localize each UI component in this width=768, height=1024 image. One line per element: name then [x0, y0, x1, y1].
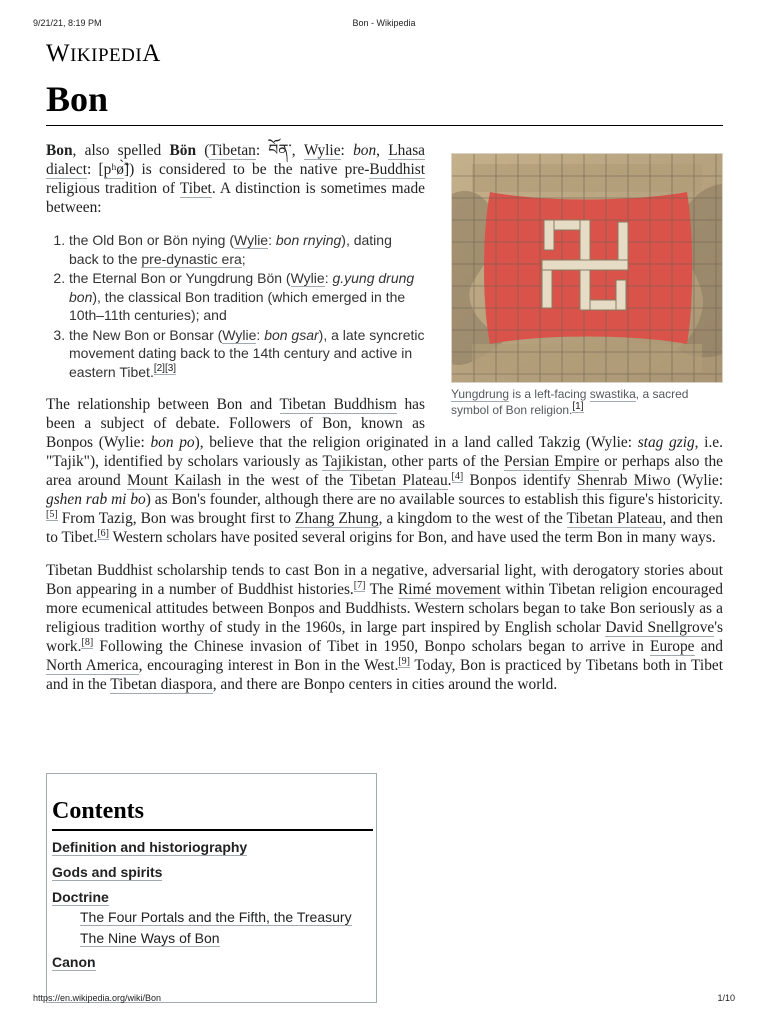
link-wylie[interactable]: Wylie: [234, 232, 269, 248]
top-band: [472, 164, 702, 192]
wordmark-last-letter: A: [142, 40, 161, 67]
list-text: the New Bon or Bonsar (: [69, 326, 223, 343]
toc-item-canon[interactable]: [52, 953, 374, 971]
infobox-figure: [451, 153, 723, 418]
yungdrung-image[interactable]: [451, 153, 723, 383]
list-text: ), dating back to the: [69, 232, 392, 267]
ref-8[interactable]: [8]: [81, 636, 94, 648]
intro-text: : [: [87, 161, 104, 178]
list-text: :: [256, 326, 265, 343]
link-north-america[interactable]: North America: [46, 657, 139, 674]
para-text: The: [365, 581, 399, 598]
wylie-term: gshen rab mi bo: [46, 491, 146, 508]
term-bon-umlaut: Bön: [169, 142, 197, 159]
wylie-term: bon rnying: [275, 232, 342, 248]
para-text: Tibetan Buddhist scholarship tends to cast Bon in a negative, adversarial light, with derogatory stories about Bon appearing in a number of Buddhist histories.: [46, 562, 723, 598]
para-text: , i.e. "Tajik"), identified by scholars variously as: [46, 434, 723, 470]
ref-9[interactable]: [9]: [398, 655, 411, 667]
print-tab-title: Bon - Wikipedia: [352, 18, 416, 28]
link-tibetan-plateau[interactable]: Tibetan Plateau: [349, 472, 448, 489]
toc-item-label: Canon: [52, 954, 96, 970]
toc-title: Contents: [52, 798, 373, 831]
intro-text: . A distinction is sometimes made between:: [46, 180, 425, 216]
ref-7[interactable]: [7]: [353, 579, 366, 591]
link-tibetan-plateau[interactable]: Tibetan Plateau: [566, 510, 663, 527]
para-text: in the west of the: [221, 472, 350, 489]
intro-text: ]) is considered to be the native pre-: [124, 161, 370, 178]
print-datetime: 9/21/21, 8:19 PM: [33, 18, 102, 28]
link-wylie[interactable]: Wylie: [222, 326, 257, 343]
toc-item-doctrine[interactable]: [52, 888, 374, 906]
wylie-term: bon po: [150, 434, 195, 451]
link-shenrab-miwo[interactable]: Shenrab Miwo: [577, 472, 671, 489]
wylie-term: bon gsar: [264, 326, 319, 343]
ref-2[interactable]: [2]: [153, 362, 165, 374]
intro-text: :: [340, 142, 354, 159]
link-ipa[interactable]: pʰø̃̀: [103, 161, 124, 178]
para-text: , and then to Tibet.: [46, 510, 723, 546]
yungdrung-painting-graphic: [452, 154, 722, 382]
intro-text: (: [196, 142, 210, 159]
ref-5[interactable]: [5]: [46, 508, 58, 520]
wordmark-first-letter: W: [46, 40, 71, 67]
wylie-term: g.yung drung bon: [69, 270, 415, 305]
wylie-term: bon: [353, 142, 377, 159]
list-text: the Old Bon or Bön nying (: [69, 232, 234, 248]
link-tibetan-buddhism[interactable]: Tibetan Buddhism: [279, 396, 397, 413]
para-text: and: [694, 638, 723, 655]
link-lhasa-dialect[interactable]: Lhasa dialect: [46, 142, 426, 178]
page-title: Bon: [46, 79, 109, 119]
para-text: Following the Chinese invasion of Tibet in 1950, Bonpo scholars began to arrive in: [93, 638, 651, 655]
caption-text-2: , a sacred symbol of Bon religion.: [451, 387, 689, 417]
link-rime-movement[interactable]: Rimé movement: [398, 581, 501, 598]
link-wylie[interactable]: Wylie: [290, 270, 325, 286]
list-text: :: [324, 270, 333, 286]
para-text: Western scholars have posited several origins for Bon, and have used the term Bon in many ways.: [109, 529, 716, 546]
para-text: (Wylie:: [670, 472, 723, 489]
para-text: , a kingdom to the west of the: [378, 510, 567, 527]
para-text: has been a subject of debate. Followers of Bon, known as Bonpos (Wylie:: [46, 396, 425, 451]
link-pre-dynastic-era[interactable]: pre-dynastic era: [141, 250, 242, 267]
para-text: or perhaps also the area around: [46, 453, 724, 489]
list-text: ;: [241, 250, 246, 267]
link-buddhist[interactable]: Buddhist: [369, 161, 426, 178]
list-text: ), the classical Bon tradition (which emerged in the 10th–11th centuries); and: [69, 288, 406, 323]
para-text: within Tibetan religion encouraged more ecumenical attitudes between Bonpos and Buddhists. Western scholars began to take Bon seriously as a religious tradition worthy of study in the 1960s, in large part inspired by English scholar: [46, 581, 723, 636]
list-text: ), a late syncretic movement dating back to the 14th century and active in eastern Tibet.: [69, 326, 425, 380]
title-divider: [46, 125, 723, 126]
para-text: From Tazig, Bon was brought first to: [57, 510, 296, 527]
para-text: ) as Bon's founder, although there are no available sources to establish this figure's historicity.: [145, 491, 723, 508]
ref-6[interactable]: [6]: [97, 527, 109, 539]
link-mount-kailash[interactable]: Mount Kailash: [126, 472, 222, 489]
link-zhang-zhung[interactable]: Zhang Zhung: [295, 510, 379, 527]
ref-3[interactable]: [3]: [164, 362, 177, 374]
toc-item-label: Gods and spirits: [52, 864, 163, 880]
link-wylie[interactable]: Wylie: [303, 142, 341, 159]
para-text: .: [447, 472, 452, 489]
para-text: , encouraging interest in Bon in the West.: [138, 657, 399, 674]
caption-text-1: is a left-facing: [509, 387, 590, 401]
intro-text: : བོན་,: [255, 142, 304, 159]
print-url: https://en.wikipedia.org/wiki/Bon: [33, 993, 162, 1003]
wordmark-small-caps: IKIPEDI: [70, 45, 143, 66]
wikipedia-wordmark[interactable]: [46, 40, 161, 68]
term-bon: Bon: [46, 142, 73, 159]
toc-item-gods-and-spirits[interactable]: [52, 863, 374, 881]
para-text: Bonpos identify: [463, 472, 578, 489]
figure-caption: [451, 387, 723, 418]
link-europe[interactable]: Europe: [650, 638, 695, 655]
intro-text: , also spelled: [72, 142, 170, 159]
link-swastika[interactable]: swastika: [589, 387, 636, 401]
ref-1[interactable]: [1]: [572, 400, 584, 412]
list-text: :: [268, 232, 276, 248]
bottom-band: [472, 344, 702, 372]
toc-item-definition-and-historiography[interactable]: [52, 838, 374, 856]
article-body: [46, 141, 723, 708]
ref-4[interactable]: [4]: [451, 470, 464, 482]
para-text: , other parts of the: [382, 453, 505, 470]
table-of-contents: [46, 773, 377, 1003]
toc-item-label: Definition and historiography: [52, 839, 248, 855]
intro-text: ,: [376, 142, 389, 159]
link-tibet[interactable]: Tibet: [179, 180, 212, 197]
print-page-number: 1/10: [717, 993, 735, 1003]
para-text: Today, Bon is practiced by Tibetans both in Tibet and in the: [46, 657, 723, 693]
link-persian-empire[interactable]: Persian Empire: [504, 453, 600, 470]
link-tajikistan[interactable]: Tajikistan: [322, 453, 383, 470]
intro-text: religious tradition of: [46, 180, 180, 197]
link-david-snellgrove[interactable]: David Snellgrove: [605, 619, 715, 636]
para-text: 's work.: [46, 619, 724, 655]
para-text: ), believe that the religion originated in a land called Takzig (Wylie:: [194, 434, 638, 451]
toc-list: [52, 838, 374, 978]
toc-item-nine-ways[interactable]: [52, 929, 374, 947]
toc-item-label: The Four Portals and the Fifth, the Treasury: [80, 909, 352, 925]
toc-item-four-portals[interactable]: [52, 908, 374, 926]
list-text: the Eternal Bon or Yungdrung Bön (: [69, 270, 291, 286]
wylie-term: stag gzig: [637, 434, 695, 451]
para-text: , and there are Bonpo centers in cities around the world.: [212, 676, 558, 693]
link-tibetan[interactable]: Tibetan: [209, 142, 256, 159]
paragraph-scholarship: [46, 561, 723, 694]
toc-item-label: The Nine Ways of Bon: [80, 930, 220, 946]
toc-item-label: Doctrine: [52, 889, 109, 905]
link-yungdrung[interactable]: Yungdrung: [451, 387, 510, 401]
para-text: The relationship between Bon and: [46, 396, 280, 413]
link-tibetan-diaspora[interactable]: Tibetan diaspora: [110, 676, 213, 693]
